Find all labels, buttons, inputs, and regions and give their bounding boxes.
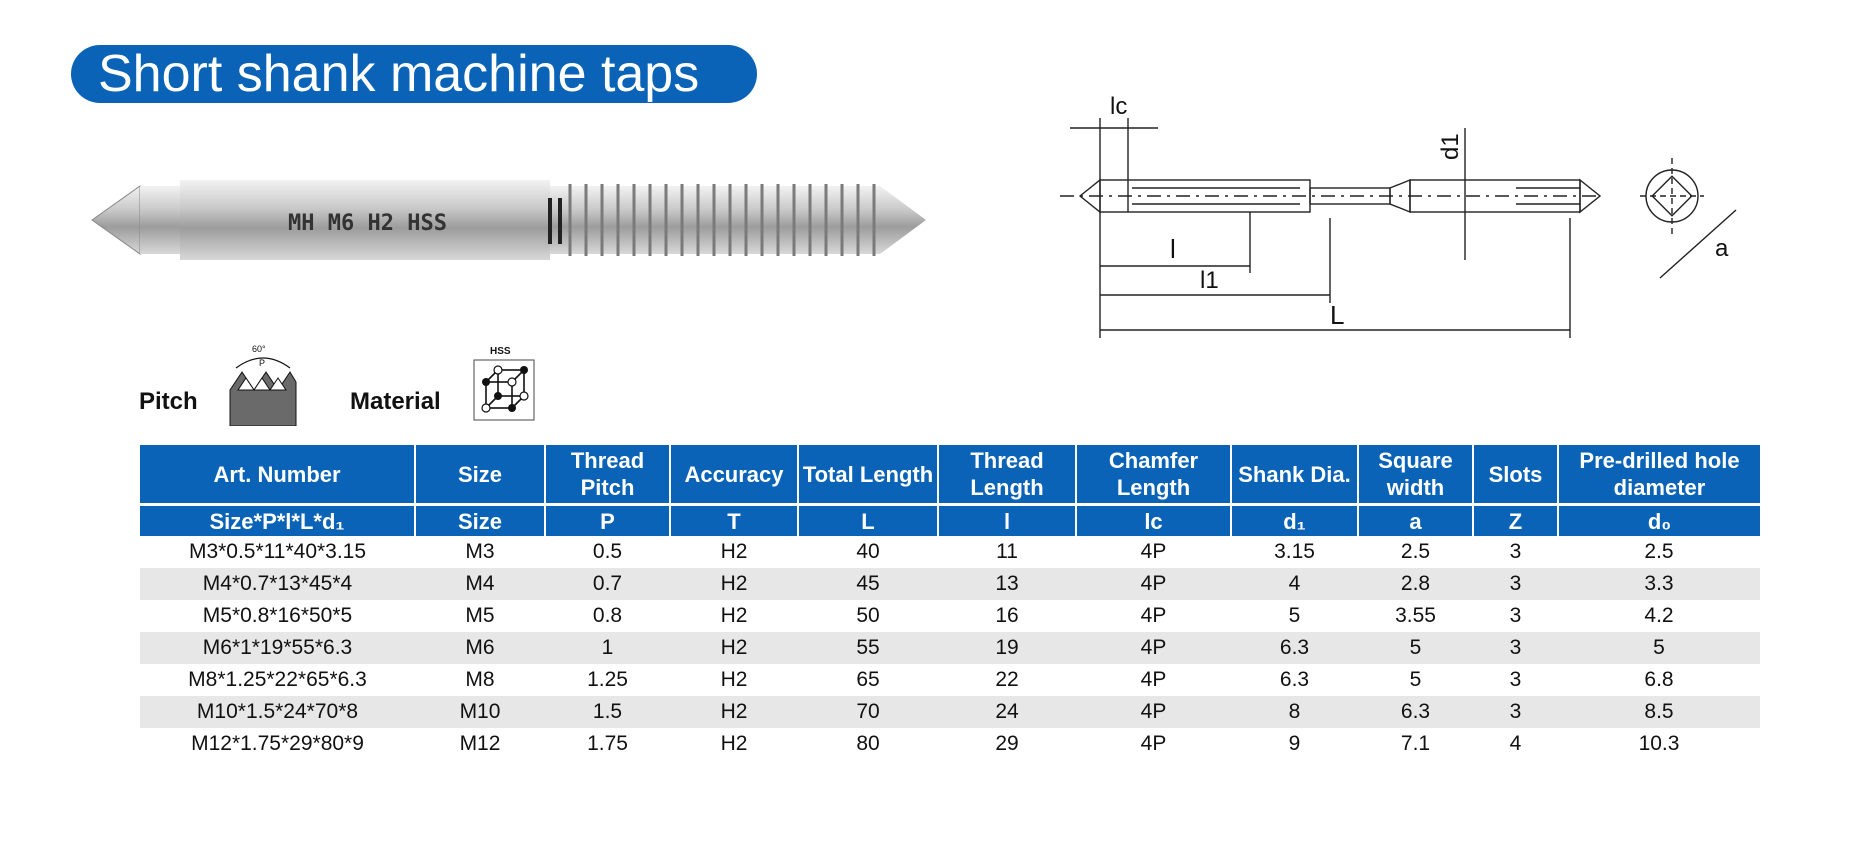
table-cell: 3 [1473, 664, 1558, 696]
table-cell: 4P [1076, 664, 1231, 696]
table-cell: 1 [545, 632, 670, 664]
table-cell: 0.5 [545, 536, 670, 568]
table-cell: 4 [1231, 568, 1358, 600]
table-cell: 3 [1473, 536, 1558, 568]
symbol-row [140, 505, 1760, 537]
table-row [140, 536, 1760, 568]
table-cell: M3*0.5*11*40*3.15 [140, 536, 415, 568]
dim-l: l [1170, 234, 1176, 264]
table-cell: 4 [1473, 728, 1558, 760]
table-cell: 5 [1558, 632, 1760, 664]
table-cell: 22 [938, 664, 1076, 696]
table-cell: H2 [670, 600, 798, 632]
col-header: Shank Dia. [1231, 445, 1358, 505]
table-cell: 2.5 [1358, 536, 1473, 568]
col-symbol: P [545, 505, 670, 537]
col-symbol: L [798, 505, 938, 537]
table-cell: 8 [1231, 696, 1358, 728]
table-cell: 0.8 [545, 600, 670, 632]
pitch-label: Pitch [139, 388, 198, 415]
col-symbol: a [1358, 505, 1473, 537]
table-cell: M4 [415, 568, 545, 600]
table-row [140, 632, 1760, 664]
pitch-icon [228, 342, 298, 426]
table-cell: M4*0.7*13*45*4 [140, 568, 415, 600]
table-cell: 3.55 [1358, 600, 1473, 632]
table-cell: H2 [670, 728, 798, 760]
table-cell: 7.1 [1358, 728, 1473, 760]
col-symbol: Z [1473, 505, 1558, 537]
table-cell: 4P [1076, 600, 1231, 632]
table-cell: 40 [798, 536, 938, 568]
table-cell: 3 [1473, 696, 1558, 728]
tap-marking: MH M6 H2 HSS [288, 211, 447, 236]
table-row [140, 696, 1760, 728]
table-cell: 3 [1473, 632, 1558, 664]
table-cell: 9 [1231, 728, 1358, 760]
table-cell: M5 [415, 600, 545, 632]
table-cell: 29 [938, 728, 1076, 760]
table-cell: 2.8 [1358, 568, 1473, 600]
table-cell: 65 [798, 664, 938, 696]
col-header: Thread Pitch [545, 445, 670, 505]
table-cell: 6.3 [1358, 696, 1473, 728]
table-cell: 10.3 [1558, 728, 1760, 760]
table-cell: 8.5 [1558, 696, 1760, 728]
page-title: Short shank machine taps [71, 45, 757, 103]
dim-lc: lc [1110, 93, 1128, 120]
table-cell: 6.3 [1231, 632, 1358, 664]
table-cell: 3 [1473, 568, 1558, 600]
table-cell: M8 [415, 664, 545, 696]
col-header: Accuracy [670, 445, 798, 505]
col-symbol: d₀ [1558, 505, 1760, 537]
table-cell: 2.5 [1558, 536, 1760, 568]
table-cell: 19 [938, 632, 1076, 664]
col-header: Pre-drilled hole diameter [1558, 445, 1760, 505]
table-row [140, 664, 1760, 696]
table-cell: 4P [1076, 632, 1231, 664]
col-symbol: l [938, 505, 1076, 537]
table-cell: 4P [1076, 696, 1231, 728]
table-cell: M3 [415, 536, 545, 568]
col-header: Thread Length [938, 445, 1076, 505]
dim-a: a [1715, 235, 1729, 262]
table-cell: 1.25 [545, 664, 670, 696]
table-cell: 4P [1076, 728, 1231, 760]
table-cell: 4P [1076, 568, 1231, 600]
table-cell: M6*1*19*55*6.3 [140, 632, 415, 664]
table-cell: M10 [415, 696, 545, 728]
table-cell: 55 [798, 632, 938, 664]
col-header: Square width [1358, 445, 1473, 505]
dim-l1: l1 [1200, 267, 1219, 294]
col-symbol: lc [1076, 505, 1231, 537]
table-cell: 13 [938, 568, 1076, 600]
material-label: Material [350, 388, 441, 415]
table-cell: 24 [938, 696, 1076, 728]
table-cell: M12 [415, 728, 545, 760]
col-symbol: Size [415, 505, 545, 537]
spec-table [140, 445, 1760, 760]
table-cell: H2 [670, 568, 798, 600]
table-cell: H2 [670, 664, 798, 696]
table-cell: 5 [1358, 664, 1473, 696]
table-cell: 1.75 [545, 728, 670, 760]
pitch-p-label: P [259, 358, 266, 368]
table-cell: 45 [798, 568, 938, 600]
dimension-drawing [1060, 88, 1800, 358]
table-cell: 3 [1473, 600, 1558, 632]
table-cell: 70 [798, 696, 938, 728]
table-row [140, 568, 1760, 600]
table-cell: 0.7 [545, 568, 670, 600]
table-row [140, 600, 1760, 632]
table-cell: 6.8 [1558, 664, 1760, 696]
table-cell: 5 [1231, 600, 1358, 632]
col-header: Size [415, 445, 545, 505]
dim-d1: d1 [1437, 133, 1464, 160]
table-cell: 1.5 [545, 696, 670, 728]
material-name: HSS [490, 346, 511, 357]
table-cell: 16 [938, 600, 1076, 632]
col-header: Slots [1473, 445, 1558, 505]
table-cell: 5 [1358, 632, 1473, 664]
table-cell: M8*1.25*22*65*6.3 [140, 664, 415, 696]
table-cell: 50 [798, 600, 938, 632]
table-cell: M10*1.5*24*70*8 [140, 696, 415, 728]
col-symbol: d₁ [1231, 505, 1358, 537]
col-header: Total Length [798, 445, 938, 505]
material-hss-icon [470, 342, 538, 424]
table-cell: 4.2 [1558, 600, 1760, 632]
table-cell: 11 [938, 536, 1076, 568]
col-symbol: T [670, 505, 798, 537]
table-cell: H2 [670, 536, 798, 568]
table-cell: H2 [670, 696, 798, 728]
pitch-angle-label: 60° [252, 344, 266, 354]
table-cell: 6.3 [1231, 664, 1358, 696]
header-row [140, 445, 1760, 505]
col-symbol: Size*P*l*L*d₁ [140, 505, 415, 537]
col-header: Chamfer Length [1076, 445, 1231, 505]
table-row [140, 728, 1760, 760]
table-cell: 3.3 [1558, 568, 1760, 600]
table-cell: M6 [415, 632, 545, 664]
table-cell: M5*0.8*16*50*5 [140, 600, 415, 632]
tap-photo [90, 170, 930, 270]
dim-L: L [1330, 300, 1345, 330]
table-cell: H2 [670, 632, 798, 664]
table-cell: 3.15 [1231, 536, 1358, 568]
table-cell: M12*1.75*29*80*9 [140, 728, 415, 760]
table-cell: 80 [798, 728, 938, 760]
col-header: Art. Number [140, 445, 415, 505]
table-cell: 4P [1076, 536, 1231, 568]
